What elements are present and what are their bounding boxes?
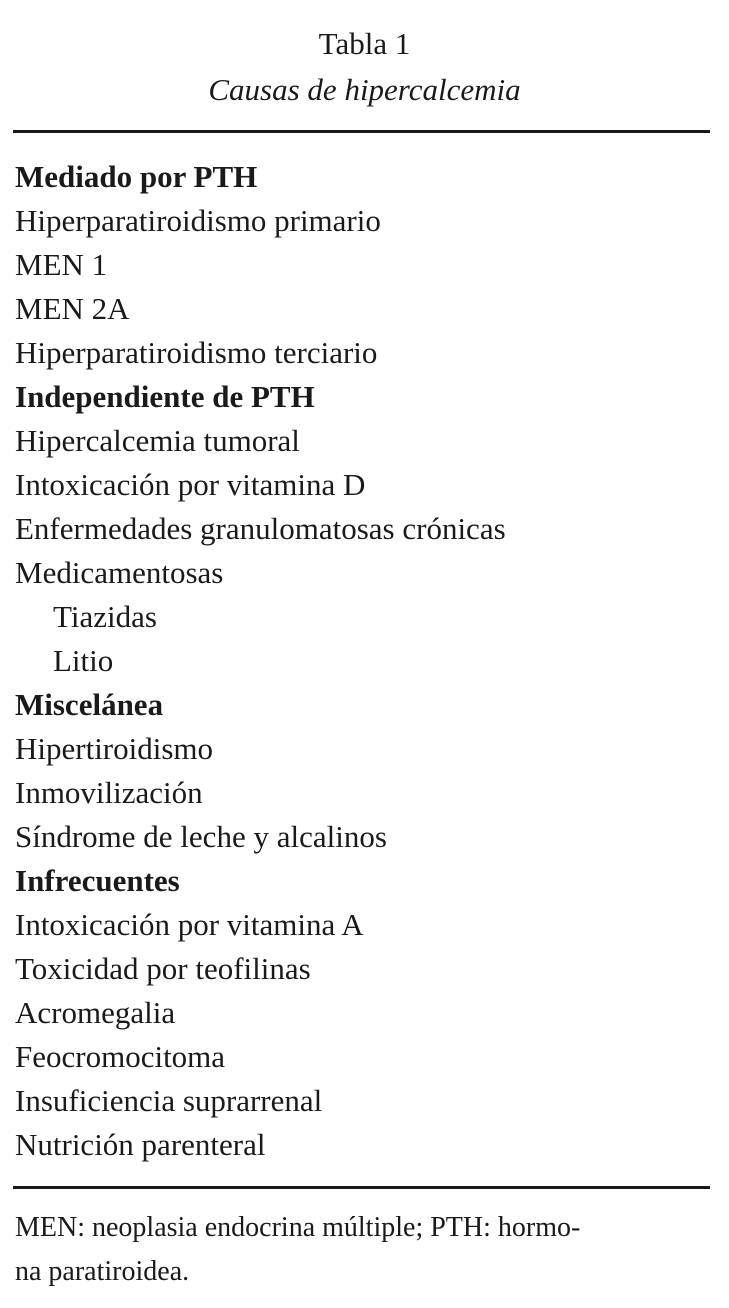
list-item: Feocromocitoma (15, 1039, 226, 1074)
list-item: Acromegalia (15, 995, 176, 1030)
list-item: Síndrome de leche y alcalinos (15, 819, 387, 854)
list-item: Intoxicación por vitamina A (15, 907, 364, 942)
section-heading: Independiente de PTH (15, 379, 315, 414)
list-item: Insuficiencia suprarrenal (15, 1083, 323, 1118)
list-item: Hipercalcemia tumoral (15, 423, 300, 458)
bottom-rule (13, 1186, 710, 1189)
section-heading: Infrecuentes (15, 863, 180, 898)
list-item: Intoxicación por vitamina D (15, 467, 366, 502)
list-item: Hipertiroidismo (15, 731, 214, 766)
table-caption: Causas de hipercalcemia (208, 72, 521, 107)
sub-item: Litio (53, 643, 114, 678)
list-item: Hiperparatiroidismo terciario (15, 335, 378, 370)
list-item: MEN 1 (15, 247, 108, 282)
table-footnote (15, 1206, 715, 1294)
list-item: MEN 2A (15, 291, 130, 326)
top-rule (13, 130, 710, 133)
sub-item: Tiazidas (53, 599, 157, 634)
footnote-line: MEN: neoplasia endocrina múltiple; PTH: hormo- (15, 1212, 581, 1243)
list-item: Toxicidad por teofilinas (15, 951, 311, 986)
table-rows (15, 155, 715, 1167)
list-item: Nutrición parenteral (15, 1127, 266, 1162)
list-item: Hiperparatiroidismo primario (15, 203, 381, 238)
section-heading: Mediado por PTH (15, 159, 258, 194)
list-item: Inmovilización (15, 775, 203, 810)
table-number: Tabla 1 (318, 26, 411, 61)
list-item: Enfermedades granulomatosas crónicas (15, 511, 506, 546)
list-item: Medicamentosas (15, 555, 224, 590)
footnote-line: na paratiroidea. (15, 1256, 190, 1287)
section-heading: Miscelánea (15, 687, 164, 722)
